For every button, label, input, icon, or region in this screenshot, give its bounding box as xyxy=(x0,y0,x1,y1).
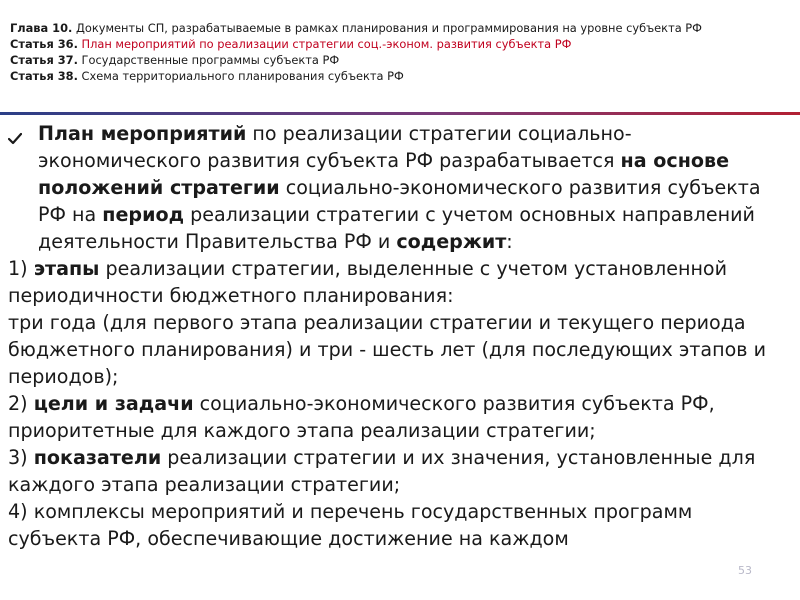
item-bold: цели и задачи xyxy=(33,392,194,415)
article-37-text: Государственные программы субъекта РФ xyxy=(77,53,340,67)
article-36 xyxy=(10,36,790,52)
intro-bold-4: содержит xyxy=(396,230,507,253)
checkmark-arrow-icon xyxy=(8,120,38,255)
item-number: 3) xyxy=(8,446,28,469)
slide-header xyxy=(10,20,790,84)
item-text: комплексы мероприятий и перечень государственных программ субъекта РФ, обеспечивающие достижение на каждом xyxy=(8,500,693,550)
chapter-title xyxy=(10,20,790,36)
item-bold: этапы xyxy=(33,257,100,280)
item-number: 1) xyxy=(8,257,28,280)
list-item-2 xyxy=(8,390,790,444)
article-36-text: План мероприятий по реализации стратегии соц.-эконом. развития субъекта РФ xyxy=(77,37,572,51)
intro-bold-1: План мероприятий xyxy=(38,122,247,145)
article-38-prefix: Статья 38. xyxy=(10,69,78,83)
item-number: 2) xyxy=(8,392,28,415)
item-text: три года (для первого этапа реализации стратегии и текущего периода бюджетного планирования) и три - шесть лет (для последующих этапов и периодов); xyxy=(8,311,767,388)
article-36-prefix: Статья 36. xyxy=(10,37,78,51)
chapter-text: Документы СП, разрабатываемые в рамках планирования и программирования на уровне субъекта РФ xyxy=(72,21,702,35)
intro-text-1: по реализации стратегии социально-экономического развития субъекта РФ разрабатывается xyxy=(38,122,632,172)
page-number: 53 xyxy=(738,564,752,577)
item-text: реализации стратегии, выделенные с учетом установленной периодичности бюджетного планирования: xyxy=(8,257,728,307)
item-number: 4) xyxy=(8,500,28,523)
article-37-prefix: Статья 37. xyxy=(10,53,78,67)
article-38 xyxy=(10,68,790,84)
intro-text-2: социально-экономического развития субъекта РФ на xyxy=(38,176,761,226)
intro-text-4: : xyxy=(506,230,513,253)
intro-bold-3: период xyxy=(102,203,185,226)
slide-body xyxy=(8,120,790,552)
article-37 xyxy=(10,52,790,68)
item-text: реализации стратегии и их значения, установленные для каждого этапа реализации стратегии; xyxy=(8,446,756,496)
list-item-1 xyxy=(8,255,790,309)
item-text: социально-экономического развития субъекта РФ, приоритетные для каждого этапа реализации стратегии; xyxy=(8,392,715,442)
intro-bold-2: на основе положений стратегии xyxy=(38,149,730,199)
intro-paragraph xyxy=(8,120,790,255)
list-item-3 xyxy=(8,444,790,498)
item-bold: показатели xyxy=(33,446,162,469)
intro-text xyxy=(38,120,790,255)
list-item-4 xyxy=(8,498,790,552)
article-38-text: Схема территориального планирования субъекта РФ xyxy=(77,69,404,83)
chapter-prefix: Глава 10. xyxy=(10,21,73,35)
list-item-1-continuation xyxy=(8,309,790,390)
header-divider xyxy=(0,112,800,115)
intro-text-3: реализации стратегии с учетом основных направлений деятельности Правительства РФ и xyxy=(38,203,755,253)
